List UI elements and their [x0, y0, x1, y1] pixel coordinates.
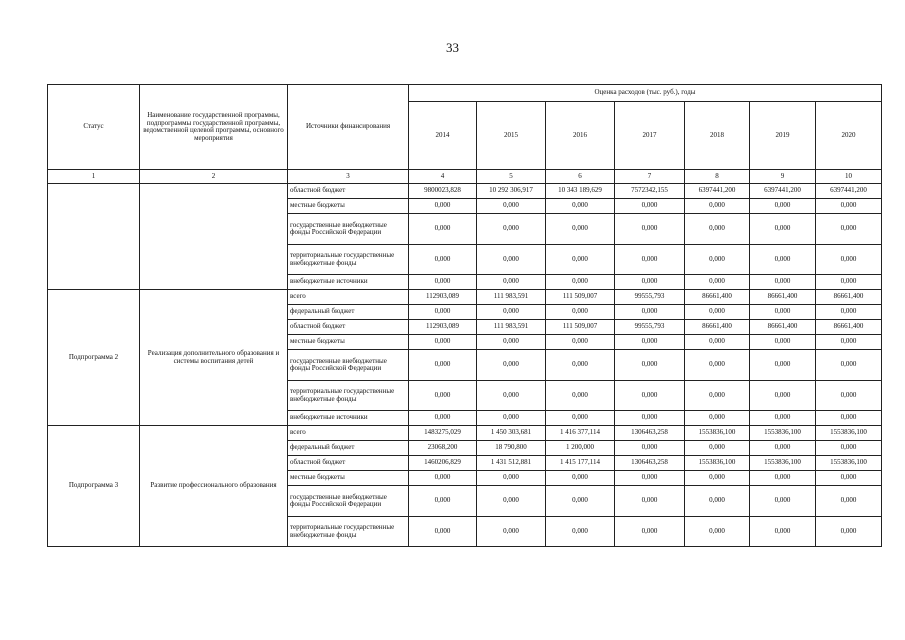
value-cell: 0,000	[685, 350, 750, 381]
table-row	[48, 184, 882, 199]
page-number: 33	[446, 40, 459, 55]
value-cell: 1 450 303,681	[477, 426, 546, 441]
header-source: Источники финансирования	[288, 85, 409, 170]
value-cell: 99555,793	[615, 290, 685, 305]
header-status: Статус	[48, 85, 140, 170]
value-cell: 0,000	[816, 275, 882, 290]
group-name: Реализация дополнительного образования и системы воспитания детей	[140, 290, 288, 426]
header-year: 2017	[615, 102, 685, 170]
value-cell: 1553836,100	[685, 426, 750, 441]
value-cell: 1553836,100	[816, 426, 882, 441]
group-status	[48, 184, 140, 290]
value-cell: 1553836,100	[685, 456, 750, 471]
column-index: 8	[685, 170, 750, 184]
value-cell: 1306463,258	[615, 456, 685, 471]
value-cell: 86661,400	[685, 290, 750, 305]
value-cell: 0,000	[685, 517, 750, 547]
value-cell: 0,000	[750, 275, 816, 290]
value-cell: 0,000	[750, 199, 816, 214]
value-cell: 1 416 377,114	[546, 426, 615, 441]
header-year: 2016	[546, 102, 615, 170]
value-cell: 0,000	[477, 335, 546, 350]
value-cell: 23068,200	[409, 441, 477, 456]
value-cell: 0,000	[685, 411, 750, 426]
value-cell: 0,000	[477, 350, 546, 381]
budget-table	[47, 84, 882, 547]
column-index: 9	[750, 170, 816, 184]
funding-source: внебюджетные источники	[288, 275, 409, 290]
value-cell: 0,000	[750, 517, 816, 547]
value-cell: 86661,400	[816, 290, 882, 305]
group-status: Подпрограмма 2	[48, 290, 140, 426]
value-cell: 111 509,007	[546, 320, 615, 335]
value-cell: 1553836,100	[816, 456, 882, 471]
value-cell: 0,000	[816, 441, 882, 456]
value-cell: 0,000	[816, 486, 882, 517]
value-cell: 0,000	[546, 517, 615, 547]
value-cell: 0,000	[615, 441, 685, 456]
group-status: Подпрограмма 3	[48, 426, 140, 547]
value-cell: 0,000	[477, 199, 546, 214]
value-cell: 0,000	[685, 335, 750, 350]
funding-source: государственные внебюджетные фонды Российской Федерации	[288, 214, 409, 245]
value-cell: 10 292 306,917	[477, 184, 546, 199]
value-cell: 0,000	[409, 471, 477, 486]
column-index: 6	[546, 170, 615, 184]
value-cell: 0,000	[816, 305, 882, 320]
value-cell: 0,000	[546, 305, 615, 320]
funding-source: местные бюджеты	[288, 335, 409, 350]
value-cell: 0,000	[477, 275, 546, 290]
value-cell: 1553836,100	[750, 426, 816, 441]
value-cell: 0,000	[546, 275, 615, 290]
index-row	[48, 170, 882, 184]
header-year: 2019	[750, 102, 816, 170]
funding-source: территориальные государственные внебюджетные фонды	[288, 245, 409, 275]
value-cell: 0,000	[409, 381, 477, 411]
funding-source: федеральный бюджет	[288, 441, 409, 456]
value-cell: 0,000	[685, 214, 750, 245]
value-cell: 0,000	[750, 381, 816, 411]
table-header	[48, 85, 882, 184]
value-cell: 1306463,258	[615, 426, 685, 441]
value-cell: 0,000	[409, 411, 477, 426]
table-row	[48, 426, 882, 441]
column-index: 1	[48, 170, 140, 184]
column-index: 2	[140, 170, 288, 184]
value-cell: 18 790,800	[477, 441, 546, 456]
value-cell: 0,000	[409, 517, 477, 547]
value-cell: 0,000	[750, 305, 816, 320]
value-cell: 0,000	[816, 245, 882, 275]
value-cell: 0,000	[477, 471, 546, 486]
value-cell: 0,000	[615, 335, 685, 350]
value-cell: 0,000	[685, 199, 750, 214]
value-cell: 0,000	[546, 350, 615, 381]
value-cell: 0,000	[816, 199, 882, 214]
value-cell: 1460206,829	[409, 456, 477, 471]
value-cell: 0,000	[546, 214, 615, 245]
value-cell: 112903,089	[409, 320, 477, 335]
value-cell: 0,000	[615, 486, 685, 517]
value-cell: 0,000	[750, 411, 816, 426]
funding-source: местные бюджеты	[288, 199, 409, 214]
header-year: 2018	[685, 102, 750, 170]
column-index: 3	[288, 170, 409, 184]
funding-source: областной бюджет	[288, 184, 409, 199]
value-cell: 1553836,100	[750, 456, 816, 471]
column-index: 10	[816, 170, 882, 184]
value-cell: 0,000	[409, 350, 477, 381]
value-cell: 0,000	[685, 441, 750, 456]
value-cell: 0,000	[409, 305, 477, 320]
value-cell: 9800023,828	[409, 184, 477, 199]
value-cell: 86661,400	[685, 320, 750, 335]
value-cell: 0,000	[750, 471, 816, 486]
value-cell: 86661,400	[750, 290, 816, 305]
value-cell: 0,000	[615, 214, 685, 245]
value-cell: 10 343 189,629	[546, 184, 615, 199]
value-cell: 6397441,200	[816, 184, 882, 199]
value-cell: 0,000	[546, 471, 615, 486]
table-row	[48, 290, 882, 305]
funding-source: всего	[288, 426, 409, 441]
value-cell: 0,000	[685, 245, 750, 275]
value-cell: 0,000	[615, 471, 685, 486]
value-cell: 6397441,200	[685, 184, 750, 199]
value-cell: 0,000	[546, 486, 615, 517]
value-cell: 1483275,029	[409, 426, 477, 441]
value-cell: 0,000	[750, 441, 816, 456]
value-cell: 0,000	[685, 471, 750, 486]
funding-source: местные бюджеты	[288, 471, 409, 486]
table-body	[48, 184, 882, 547]
value-cell: 0,000	[615, 199, 685, 214]
value-cell: 0,000	[546, 335, 615, 350]
value-cell: 0,000	[477, 411, 546, 426]
funding-source: государственные внебюджетные фонды Российской Федерации	[288, 486, 409, 517]
value-cell: 0,000	[750, 486, 816, 517]
value-cell: 0,000	[409, 275, 477, 290]
value-cell: 0,000	[615, 517, 685, 547]
value-cell: 0,000	[816, 350, 882, 381]
value-cell: 86661,400	[750, 320, 816, 335]
value-cell: 0,000	[816, 517, 882, 547]
value-cell: 0,000	[477, 486, 546, 517]
header-year: 2015	[477, 102, 546, 170]
value-cell: 112903,089	[409, 290, 477, 305]
value-cell: 0,000	[816, 381, 882, 411]
value-cell: 0,000	[615, 381, 685, 411]
header-year: 2014	[409, 102, 477, 170]
value-cell: 0,000	[685, 381, 750, 411]
column-index: 5	[477, 170, 546, 184]
value-cell: 0,000	[816, 214, 882, 245]
value-cell: 111 983,591	[477, 320, 546, 335]
value-cell: 0,000	[477, 214, 546, 245]
funding-source: территориальные государственные внебюджетные фонды	[288, 517, 409, 547]
value-cell: 1 431 512,881	[477, 456, 546, 471]
value-cell: 0,000	[750, 214, 816, 245]
value-cell: 0,000	[546, 411, 615, 426]
value-cell: 0,000	[816, 335, 882, 350]
value-cell: 0,000	[615, 305, 685, 320]
value-cell: 0,000	[409, 335, 477, 350]
funding-source: всего	[288, 290, 409, 305]
funding-source: территориальные государственные внебюджетные фонды	[288, 381, 409, 411]
value-cell: 0,000	[409, 214, 477, 245]
value-cell: 0,000	[615, 350, 685, 381]
funding-source: внебюджетные источники	[288, 411, 409, 426]
column-index: 7	[615, 170, 685, 184]
header-name: Наименование государственной программы, подпрограммы государственной программы, ведомственной целевой программы, основного мероприятия	[140, 85, 288, 170]
value-cell: 0,000	[477, 381, 546, 411]
value-cell: 0,000	[409, 245, 477, 275]
value-cell: 0,000	[615, 411, 685, 426]
value-cell: 7572342,155	[615, 184, 685, 199]
value-cell: 111 509,007	[546, 290, 615, 305]
value-cell: 99555,793	[615, 320, 685, 335]
value-cell: 0,000	[546, 199, 615, 214]
value-cell: 0,000	[477, 517, 546, 547]
value-cell: 111 983,591	[477, 290, 546, 305]
funding-source: областной бюджет	[288, 320, 409, 335]
value-cell: 0,000	[685, 275, 750, 290]
value-cell: 1 200,000	[546, 441, 615, 456]
value-cell: 6397441,200	[750, 184, 816, 199]
header-year: 2020	[816, 102, 882, 170]
value-cell: 0,000	[477, 245, 546, 275]
value-cell: 0,000	[685, 305, 750, 320]
value-cell: 86661,400	[816, 320, 882, 335]
group-name: Развитие профессионального образования	[140, 426, 288, 547]
value-cell: 0,000	[546, 245, 615, 275]
value-cell: 0,000	[546, 381, 615, 411]
value-cell: 0,000	[750, 245, 816, 275]
value-cell: 0,000	[409, 486, 477, 517]
value-cell: 0,000	[409, 199, 477, 214]
value-cell: 1 415 177,114	[546, 456, 615, 471]
value-cell: 0,000	[685, 486, 750, 517]
header-estimate: Оценка расходов (тыс. руб.), годы	[409, 85, 882, 102]
value-cell: 0,000	[477, 305, 546, 320]
value-cell: 0,000	[816, 411, 882, 426]
value-cell: 0,000	[615, 245, 685, 275]
value-cell: 0,000	[750, 350, 816, 381]
funding-source: областной бюджет	[288, 456, 409, 471]
funding-source: государственные внебюджетные фонды Российской Федерации	[288, 350, 409, 381]
column-index: 4	[409, 170, 477, 184]
group-name	[140, 184, 288, 290]
funding-source: федеральный бюджет	[288, 305, 409, 320]
value-cell: 0,000	[615, 275, 685, 290]
value-cell: 0,000	[750, 335, 816, 350]
value-cell: 0,000	[816, 471, 882, 486]
